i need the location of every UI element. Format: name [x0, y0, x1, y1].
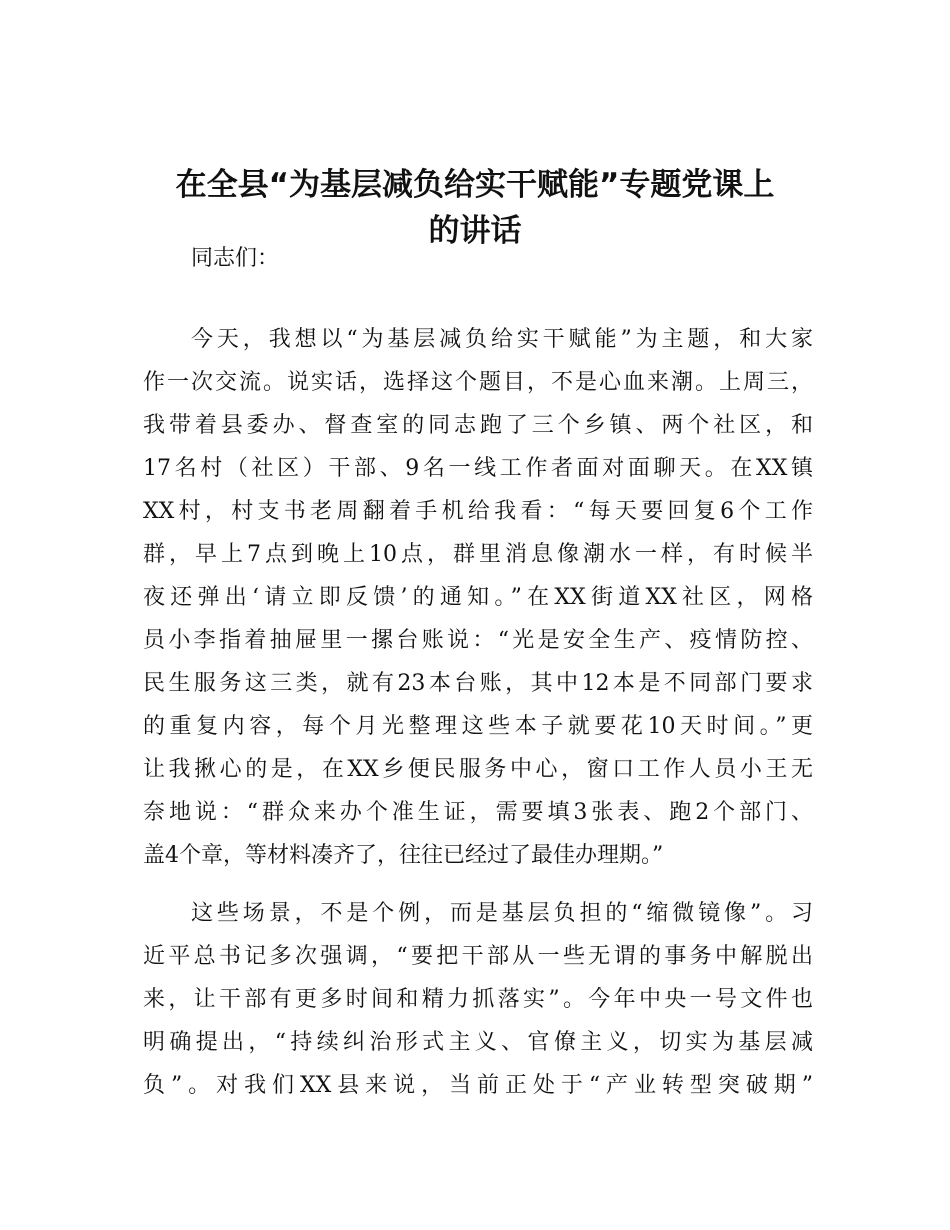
paragraph-1-line: 盖4个章，等材料凑齐了，往往已经过了最佳办理期。”: [143, 843, 664, 868]
document-title-line-1: 在全县“为基层减负给实干赋能”专题党课上: [175, 167, 775, 203]
paragraph-2-line: 这些场景，不是个例，而是基层负担的“缩微镜像”。习: [191, 901, 813, 926]
paragraph-1-line: 员小李指着抽屉里一摞台账说：“光是安全生产、疫情防控、: [143, 628, 813, 653]
paragraph-1-line: 17名村（社区）干部、9名一线工作者面对面聊天。在XX镇: [143, 456, 813, 481]
paragraph-1-line: 民生服务这三类，就有23本台账，其中12本是不同部门要求: [143, 671, 813, 696]
paragraph-1-line: XX村，村支书老周翻着手机给我看：“每天要回复6个工作: [143, 499, 813, 524]
salutation: 同志们：: [191, 246, 280, 271]
paragraph-1-line: 让我揪心的是，在XX乡便民服务中心，窗口工作人员小王无: [143, 757, 813, 782]
paragraph-1-line: 作一次交流。说实话，选择这个题目，不是心血来潮。上周三，: [143, 370, 813, 395]
document-title-line-2: 的讲话: [428, 213, 522, 249]
paragraph-1-line: 今天，我想以“为基层减负给实干赋能”为主题，和大家: [191, 327, 813, 352]
paragraph-1-line: 的重复内容，每个月光整理这些本子就要花10天时间。”更: [143, 714, 813, 739]
paragraph-1-line: 奈地说：“群众来办个准生证，需要填3张表、跑2个部门、: [143, 800, 813, 825]
paragraph-2-line: 近平总书记多次强调，“要把干部从一些无谓的事务中解脱出: [143, 944, 813, 969]
paragraph-1-line: 我带着县委办、督查室的同志跑了三个乡镇、两个社区，和: [143, 413, 813, 438]
paragraph-2-line: 来，让干部有更多时间和精力抓落实”。今年中央一号文件也: [143, 987, 813, 1012]
paragraph-1-line: 群，早上7点到晚上10点，群里消息像潮水一样，有时候半: [143, 542, 813, 567]
paragraph-2-line: 负”。对我们XX县来说，当前正处于“产业转型突破期”: [143, 1073, 813, 1098]
paragraph-1-line: 夜还弹出‘请立即反馈’的通知。”在XX街道XX社区，网格: [143, 585, 813, 610]
paragraph-2-line: 明确提出，“持续纠治形式主义、官僚主义，切实为基层减: [143, 1030, 813, 1055]
